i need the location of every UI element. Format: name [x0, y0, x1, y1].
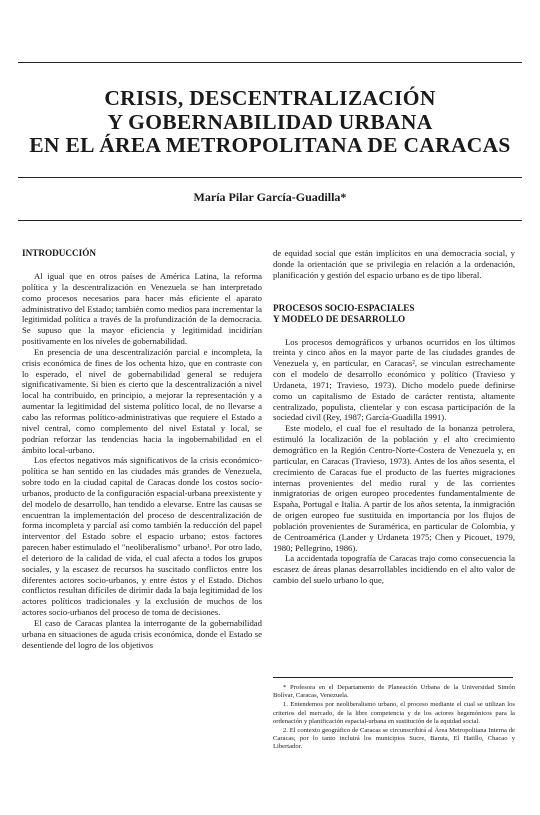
title-rule: [18, 177, 522, 178]
article-title: [18, 87, 522, 158]
section-heading-procesos: [273, 303, 515, 325]
footnote-author: * Profesora en el Departamento de Planeación Urbana de la Universidad Simón Bolívar, Caracas, Venezuela.: [273, 684, 515, 700]
heading-line-1: PROCESOS SOCIO-ESPACIALES: [273, 302, 415, 313]
paragraph: En presencia de una descentralización parcial e incompleta, la crisis económica de fines de los ochenta hizo, que en contraste con lo esperado, el nivel de gobernabilidad general se redujera significativamente. Si bien es cierto que la descentralización a nivel local ha contribuido, en principio, a mejorar la representación y a aumentar la legitimidad del sistema político local, de no llevarse a cabo las reformas político-administrativas que requiere el Estado a nivel central, como complemento del nivel Estatal y local, se podrían reforzar las tendencias hacia la ingobernabilidad en el ámbito local-urbano.: [22, 346, 262, 455]
title-line-1: CRISIS, DESCENTRALIZACIÓN: [104, 86, 436, 110]
paragraph: Este modelo, el cual fue el resultado de la bonanza petrolera, estimuló la localización de la población y el alto crecimiento demográfico en la Región Centro-Norte-Costera de Venezuela y, en particular, en Caracas (Travieso, 1973). Antes de los años sesenta, el crecimiento de Caracas fue el producto de las fuertes migraciones internas provenientes del medio rural y de las corrientes inmigratorias de origen europeo procedentes fundamentalmente de España, Portugal e Italia. A partir de los años setenta, la inmigración de origen europeo fue sustituida en importancia por los flujos de población provenientes de Suramérica, en particular de Colombia, y de Centroamérica (Lander y Urdaneta 1975; Chen y Picouet, 1979, 1980; Pellegrino, 1986).: [273, 423, 515, 553]
paragraph: Los procesos demográficos y urbanos ocurridos en los últimos treinta y cinco años en la mayor parte de las ciudades grandes de Venezuela y, en particular, en Caracas², se vinculan estrechamente con el modelo de desarrollo económico y político (Travieso y Urdaneta, 1971; Travieso, 1973). Dicho modelo puede definirse como un capitalismo de Estado de carácter rentista, altamente centralizado, populista, clientelar y con escasa participación de la sociedad civil (Rey, 1987; García-Guadilla 1991).: [273, 336, 515, 423]
footnote-1: 1. Entendemos por neoliberalismo urbano, el proceso mediante el cual se utilizan los criterios del mercado, de la libre competencia y de los actores hegemónicos para la ordenación y planificación espacial-urbana en sustitución de la equidad social.: [273, 701, 515, 725]
section-heading-introduccion: INTRODUCCIÓN: [22, 248, 97, 258]
heading-line-2: Y MODELO DE DESARROLLO: [273, 313, 406, 324]
paragraph-continuation: de equidad social que están implícitos en una democracia social, y donde la orientación que se privilegia en relación a la ordenación, planificación y gestión del espacio urbano es de tipo liberal.: [273, 248, 515, 280]
left-column: [22, 248, 262, 651]
title-line-3: EN EL ÁREA METROPOLITANA DE CARACAS: [29, 133, 511, 157]
author-rule: [18, 220, 522, 221]
title-line-2: Y GOBERNABILIDAD URBANA: [107, 109, 433, 134]
paragraph: Los efectos negativos más significativos de la crisis económico-política se han sentido en las ciudades más grandes de Venezuela, sobre todo en la ciudad capital de Caracas donde los costos socio-urbanos, producto de la configuración espacial-urbana preexistente y del modelo de desarrollo, han tendido a elevarse. Entre las causas se encuentran la implementación del proceso de descentralización de forma incompleta y parcial así como también la reducción del papel interventor del Estado sobre el espacio urbano; estos factores parecen haber estimulado el "neoliberalismo" urbano¹. Por otro lado, el deterioro de la calidad de vida, el cual afecta a todos los grupos sociales, y la escasez de recursos ha suscitado conflictos entre los diferentes actores socio-urbanos, y entre éstos y el Estado. Dichos conflictos resultan difíciles de dirimir dada la baja legitimidad de los actores políticos tradicionales y la exclusión de muchos de los actores socio-urbanos del proceso de toma de decisiones.: [22, 455, 262, 618]
author-name: María Pilar García-Guadilla*: [193, 190, 347, 204]
top-rule: [18, 62, 522, 63]
paragraph: Al igual que en otros países de América Latina, la reforma política y la descentralización en Venezuela se han interpretado como procesos necesarios para hacer más eficiente el aparato administrativo del Estado; también como medios para incrementar la legitimidad política a través de la profundización de la democracia. Se supuso que la mayor eficiencia y legitimidad incidirían positivamente en los niveles de gobernabilidad.: [22, 271, 262, 347]
footnote-rule: [273, 677, 513, 678]
footnote-2: 2. El contexto geográfico de Caracas se circunscribirá al Área Metropolitana Interna de Caracas; por lo tanto incluirá los municipios Sucre, Baruta, El Hatillo, Chacao y Libertador.: [273, 727, 515, 751]
paragraph: El caso de Caracas plantea la interrogante de la gobernabilidad urbana en situaciones de aguda crisis económica, donde el Estado se desentiende del logro de los objetivos: [22, 618, 262, 650]
footnotes: [273, 677, 515, 753]
right-column: [273, 248, 515, 586]
paragraph: La accidentada topografía de Caracas trajo como consecuencia la escasez de áreas planas desarrollables incidiendo en el alto valor de cambio del suelo urbano lo que,: [273, 553, 515, 586]
